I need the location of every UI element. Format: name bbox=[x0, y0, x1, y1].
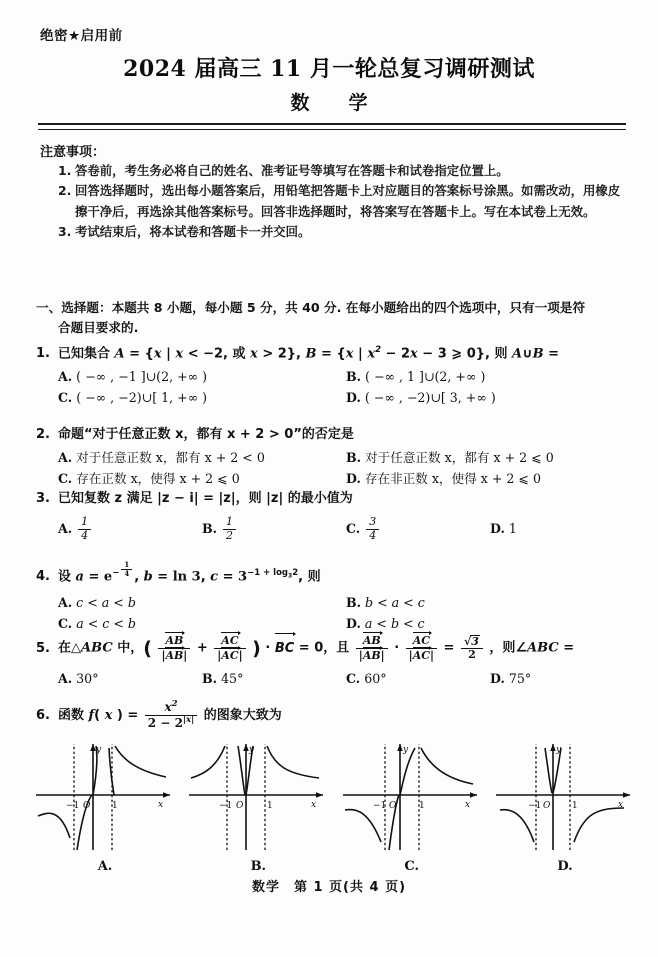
option-row bbox=[58, 514, 634, 544]
option-3c[interactable]: C. $\frac{3}{4}$ bbox=[346, 514, 490, 544]
question-1-stem bbox=[36, 341, 634, 363]
question-2 bbox=[36, 425, 634, 489]
option-3b[interactable]: B. $\frac{1}{2}$ bbox=[202, 514, 346, 544]
question-4-stem bbox=[36, 561, 634, 586]
notice-item-number: 1. bbox=[58, 163, 72, 178]
question-3-stem bbox=[36, 489, 634, 508]
graph-choice-b[interactable] bbox=[183, 738, 333, 874]
svg-text:1: 1 bbox=[112, 801, 118, 811]
option-row bbox=[58, 668, 634, 689]
question-1-number: 1. bbox=[36, 346, 50, 362]
triangle-abc: △ABC bbox=[71, 640, 113, 656]
fraction-1-4: $\frac{1}{4}$ bbox=[78, 516, 91, 542]
svg-text:O: O bbox=[542, 801, 551, 811]
frac-ab-over-absab: $\frac{AB}{|AB|}$ bbox=[158, 634, 190, 662]
question-4-text: 设 $a = e^{- \frac{1}{4}}$ , b = ln 3, $c = 3^{-1 + log_32}$, 则 bbox=[58, 560, 321, 585]
option-1d[interactable]: D. ( −∞ , −2)∪[ 3, +∞ ) bbox=[346, 390, 496, 406]
option-5b[interactable]: B. 45° bbox=[202, 671, 244, 687]
graph-a-svg bbox=[30, 738, 180, 853]
fraction-1-2: $\frac{1}{2}$ bbox=[223, 516, 236, 542]
svg-text:O: O bbox=[388, 801, 397, 811]
question-3-number: 3. bbox=[36, 491, 50, 506]
graph-b-label: B. bbox=[250, 859, 267, 874]
question-6-stem bbox=[36, 700, 634, 731]
graph-choice-c[interactable] bbox=[337, 738, 487, 874]
notice-item-text: 回答选择题时，选出每小题答案后，用铅笔把答题卡上对应题目的答案标号涂黑。如需改动，用橡皮擦干净后，再选涂其他答案标号。回答非选择题时，将答案写在答题卡上。写在本试卷上无效。 bbox=[75, 183, 621, 219]
page-title: 2024 届高三 11 月一轮总复习调研测试 bbox=[123, 56, 535, 82]
svg-text:y: y bbox=[96, 745, 102, 755]
svg-text:O: O bbox=[236, 801, 244, 811]
frac-sqrt3-over-2: $\frac{√3}{2}$ bbox=[461, 635, 483, 662]
svg-text:1: 1 bbox=[418, 801, 425, 811]
notice-item bbox=[58, 222, 628, 242]
subject-title: 数 学 bbox=[290, 92, 378, 114]
graph-d-label: D. bbox=[557, 859, 573, 874]
svg-text:y: y bbox=[402, 745, 408, 755]
graph-choice-d[interactable] bbox=[490, 738, 640, 874]
svg-text:x: x bbox=[158, 800, 164, 810]
q1-prefix: 已知集合 bbox=[58, 346, 115, 362]
frac-x2-over-2-minus-2absx: $\frac{x^2}{2 - 2^{|x|}}$ bbox=[145, 700, 197, 731]
frac-ab-over-absab-2: $\frac{AB}{|AB|}$ bbox=[356, 634, 388, 662]
question-3-options bbox=[36, 514, 634, 544]
notice-item bbox=[58, 181, 628, 222]
question-6-text: 函数 f( x ) = $\frac{x^2}{2 - 2^{|x|}}$ 的图象大致为 bbox=[58, 699, 282, 730]
option-row bbox=[58, 447, 634, 468]
question-4-options bbox=[36, 592, 634, 634]
question-5-text: 在△ABC 中，( $\frac{AB}{|AB|}$ + $\frac{AC}{|AC|}$ ) · BC = 0，且 $\frac{AB}{|AB|}$ · $\frac{AC}{|AC|}$ = $\frac{√3}{2}$ ，则∠ABC = bbox=[58, 634, 575, 662]
graph-choice-a[interactable] bbox=[30, 738, 180, 874]
section-heading-line1: 一、选择题：本题共 8 小题，每小题 5 分，共 40 分. 在每小题给出的四个选项中，只有一项是符 bbox=[36, 300, 586, 315]
svg-text:x: x bbox=[311, 800, 317, 810]
question-4-number: 4. bbox=[36, 569, 50, 585]
question-2-options bbox=[36, 447, 634, 489]
option-row bbox=[58, 366, 634, 387]
option-4c[interactable]: C. a < c < b bbox=[58, 616, 136, 632]
option-row bbox=[58, 613, 634, 634]
svg-text:y: y bbox=[555, 745, 562, 755]
svg-text:1: 1 bbox=[571, 801, 578, 811]
option-2d[interactable]: D. 存在非正数 x，使得 x + 2 ⩽ 0 bbox=[346, 471, 541, 486]
option-4a[interactable]: A. c < a < b bbox=[58, 595, 136, 611]
option-4d[interactable]: D. a < b < c bbox=[346, 616, 425, 632]
question-5 bbox=[36, 634, 634, 689]
option-1a[interactable]: A. ( −∞ , −1 ]∪(2, +∞ ) bbox=[58, 369, 208, 385]
option-2a[interactable]: A. 对于任意正数 x，都有 x + 2 < 0 bbox=[58, 450, 265, 465]
option-5c[interactable]: C. 60° bbox=[346, 671, 387, 687]
q6-suffix: 的图象大致为 bbox=[203, 707, 282, 723]
fraction-3-4: $\frac{3}{4}$ bbox=[366, 516, 379, 542]
svg-text:x: x bbox=[464, 800, 470, 810]
notice-item-text: 考试结束后，将本试卷和答题卡一并交回。 bbox=[75, 224, 311, 240]
frac-ac-over-absac-2: $\frac{AC}{|AC|}$ bbox=[406, 634, 437, 662]
option-1c[interactable]: C. ( −∞ , −2)∪[ 1, +∞ ) bbox=[58, 390, 208, 406]
svg-text:O: O bbox=[83, 801, 91, 811]
page-footer: 数学 第 1 页(共 4 页) bbox=[251, 880, 407, 895]
graph-a-label: A. bbox=[97, 859, 113, 874]
question-3 bbox=[36, 489, 634, 544]
question-1-options bbox=[36, 366, 634, 408]
question-4 bbox=[36, 561, 634, 634]
question-6 bbox=[36, 700, 634, 731]
header-divider bbox=[38, 123, 626, 130]
notice-list bbox=[58, 161, 628, 243]
svg-text:1: 1 bbox=[267, 801, 274, 811]
question-5-stem bbox=[36, 634, 634, 662]
secret-mark: 绝密★启用前 bbox=[40, 28, 123, 44]
section-heading-line2: 合题目要求的. bbox=[58, 320, 139, 335]
graph-d-svg bbox=[490, 738, 640, 853]
option-4b[interactable]: B. b < a < c bbox=[346, 595, 425, 611]
question-2-text: 命题“对于任意正数 x，都有 x + 2 > 0”的否定是 bbox=[58, 427, 354, 442]
option-row bbox=[58, 468, 634, 489]
question-1 bbox=[36, 341, 634, 408]
section-heading bbox=[36, 298, 630, 338]
question-5-number: 5. bbox=[36, 640, 50, 656]
option-1b[interactable]: B. ( −∞ , 1 ]∪(2, +∞ ) bbox=[346, 369, 486, 385]
question-2-number: 2. bbox=[36, 427, 50, 442]
graph-c-label: C. bbox=[404, 859, 419, 874]
svg-text:−1: −1 bbox=[372, 801, 386, 811]
notice-item bbox=[58, 161, 628, 181]
notice-item-text: 答卷前，考生务必将自己的姓名、准考证号等填写在答题卡和试卷指定位置上。 bbox=[75, 163, 509, 178]
option-2c[interactable]: C. 存在正数 x，使得 x + 2 ⩽ 0 bbox=[58, 471, 240, 486]
svg-text:−1: −1 bbox=[66, 801, 80, 811]
question-2-stem bbox=[36, 425, 634, 444]
notice-heading: 注意事项： bbox=[40, 145, 106, 160]
notice-item-number: 3. bbox=[58, 224, 72, 240]
question-3-text: 已知复数 z 满足 |z − i| = |z|，则 |z| 的最小值为 bbox=[58, 491, 353, 506]
svg-text:−1: −1 bbox=[527, 801, 542, 811]
svg-text:x: x bbox=[617, 800, 624, 810]
question-5-options bbox=[36, 668, 634, 689]
option-row bbox=[58, 387, 634, 408]
option-5d[interactable]: D. 75° bbox=[490, 671, 532, 687]
option-5a[interactable]: A. 30° bbox=[58, 671, 99, 687]
question-1-text: 已知集合 A = {x | x < −2, 或 x > 2}, B = {x | $x^2 - 2x - 3$ ⩾ 0}, 则 A∪B = bbox=[58, 345, 560, 362]
option-row bbox=[58, 592, 634, 613]
svg-text:y: y bbox=[249, 745, 255, 755]
option-3d[interactable]: D. 1 bbox=[490, 521, 517, 536]
question-6-graph-choices bbox=[30, 738, 640, 874]
option-3a[interactable]: A. $\frac{1}{4}$ bbox=[58, 514, 202, 544]
graph-c-svg bbox=[337, 738, 487, 853]
question-6-number: 6. bbox=[36, 707, 50, 723]
svg-text:−1: −1 bbox=[219, 801, 233, 811]
notice-item-number: 2. bbox=[58, 183, 72, 199]
option-2b[interactable]: B. 对于任意正数 x，都有 x + 2 ⩽ 0 bbox=[346, 450, 554, 465]
graph-b-svg bbox=[183, 738, 333, 853]
frac-ac-over-absac: $\frac{AC}{|AC|}$ bbox=[214, 634, 245, 662]
